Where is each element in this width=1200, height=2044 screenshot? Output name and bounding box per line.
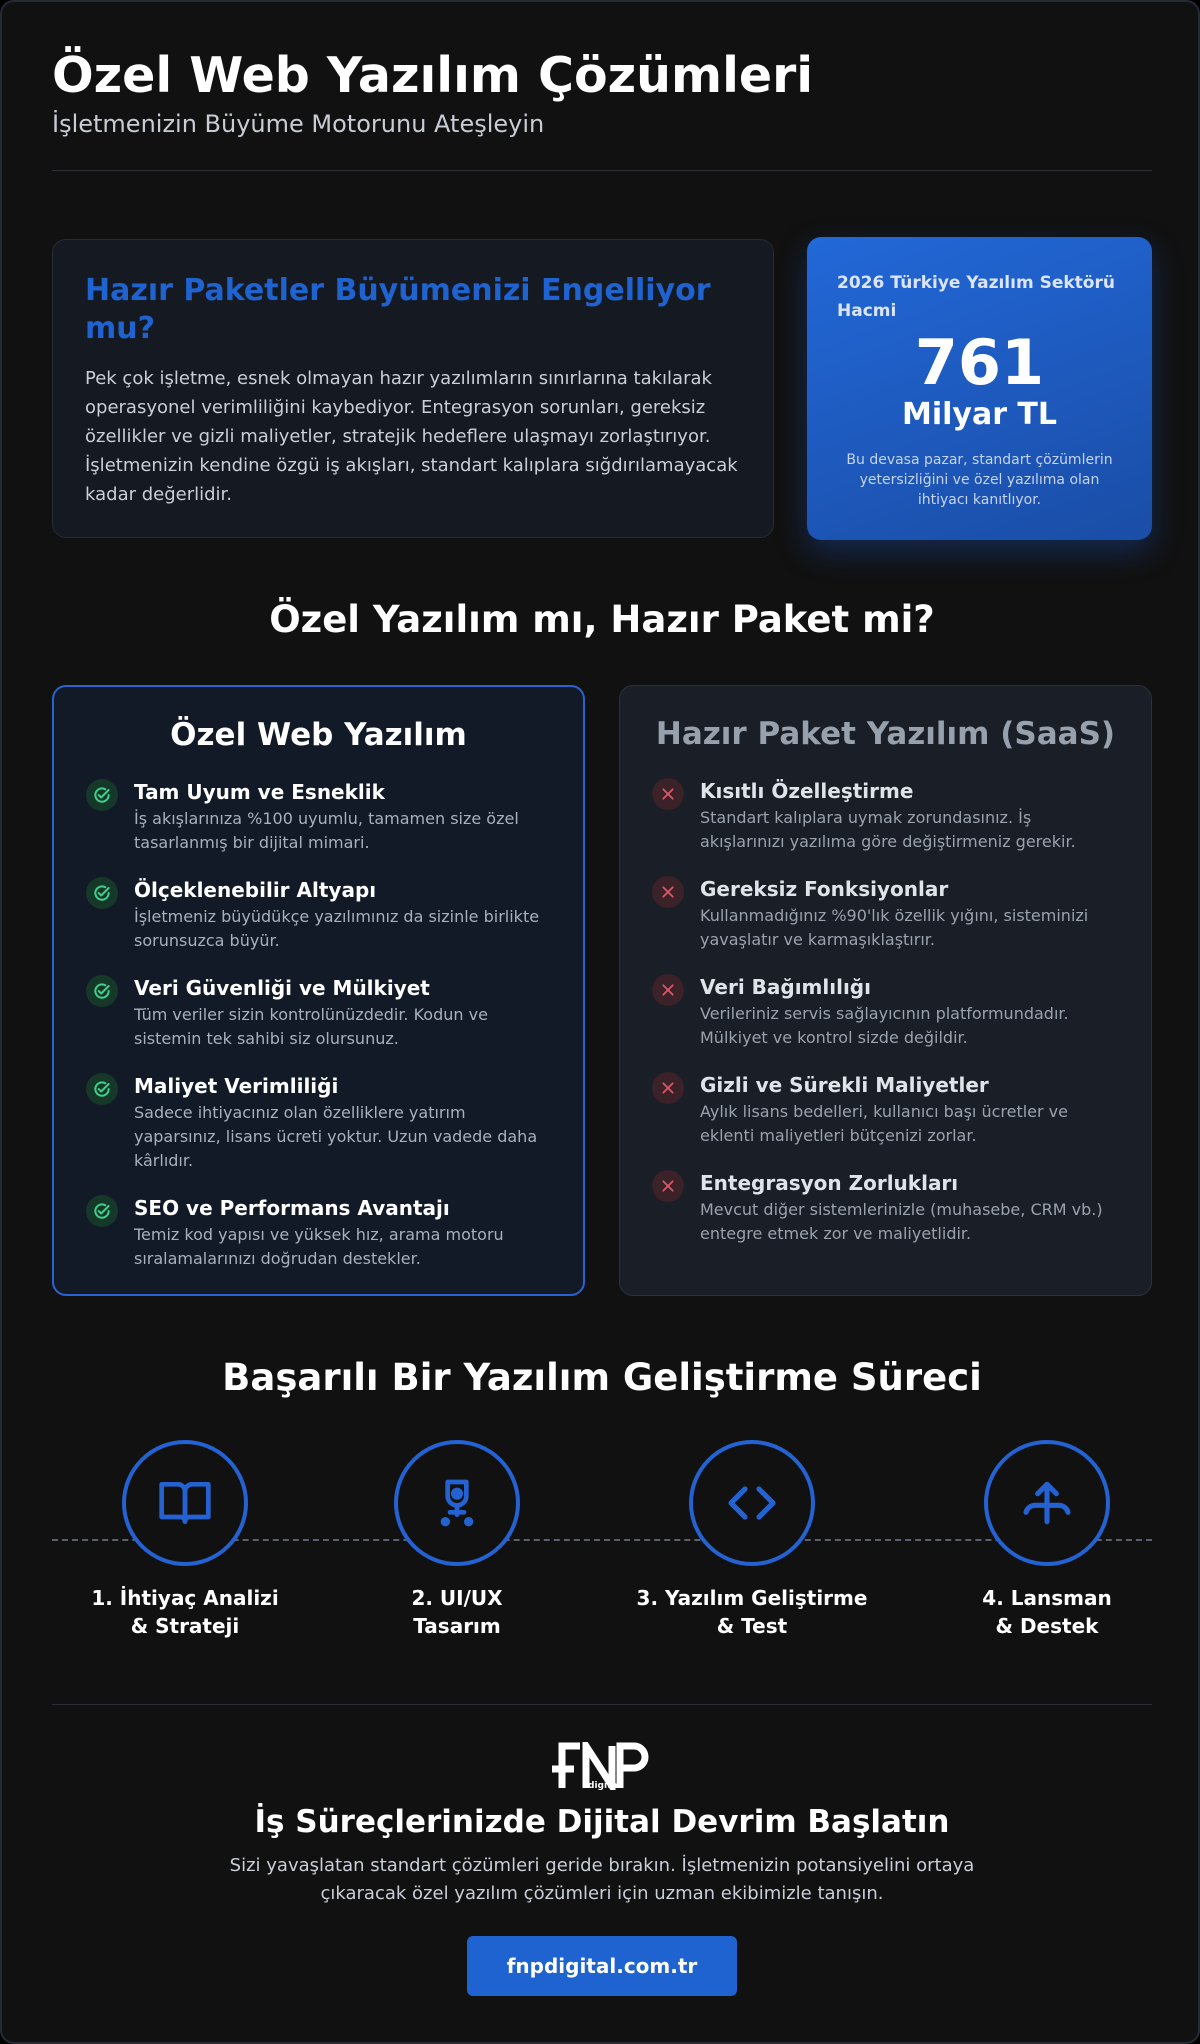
list-item <box>652 974 1119 1050</box>
cta-text: Sizi yavaşlatan standart çözümleri geride bırakın. İşletmenizin potansiyelini ortaya çıkaracak özel yazılım çözümleri için uzman ekibimizle tanışın. <box>229 1855 975 1904</box>
list-item-description: Sadece ihtiyacınız olan özelliklere yatırım yaparsınız, lisans ücreti yoktur. Uzun vadede daha kârlıdır. <box>134 1103 538 1170</box>
list-item-title: Kısıtlı Özelleştirme <box>700 779 914 803</box>
footer-divider <box>52 1704 1152 1705</box>
process-step-development <box>622 1440 882 1640</box>
list-item <box>652 1072 1119 1148</box>
list-item-body <box>700 1170 1119 1246</box>
header <box>52 46 1152 138</box>
list-item <box>86 1195 551 1271</box>
code-icon <box>724 1475 780 1531</box>
logo-wordmark: digital <box>588 1781 621 1790</box>
fnp-logo-mark <box>548 1742 656 1790</box>
list-item-title: Gizli ve Sürekli Maliyetler <box>700 1073 989 1097</box>
x-circle-icon <box>652 974 684 1006</box>
x-circle-icon <box>652 778 684 810</box>
custom-card-title: Özel Web Yazılım <box>170 717 467 753</box>
page-subtitle: İşletmenizin Büyüme Motorunu Ateşleyin <box>52 110 545 138</box>
process-step-analysis <box>55 1440 315 1640</box>
list-item <box>86 779 551 855</box>
launch-icon <box>1019 1475 1075 1531</box>
book-icon <box>157 1475 213 1531</box>
x-circle-icon <box>652 876 684 908</box>
list-item-body <box>134 779 551 855</box>
fnp-logo <box>548 1742 656 1794</box>
list-item-body <box>134 1195 551 1271</box>
intro-card <box>52 239 774 538</box>
design-pin-icon <box>429 1475 485 1531</box>
cta-title: İş Süreçlerinizde Dijital Devrim Başlatın <box>254 1804 950 1840</box>
comparison-title: Özel Yazılım mı, Hazır Paket mi? <box>269 598 935 641</box>
stat-label: 2026 Türkiye Yazılım Sektörü Hacmi <box>837 273 1115 321</box>
list-item <box>86 975 551 1051</box>
list-item-body <box>134 877 551 953</box>
list-item <box>652 778 1119 854</box>
step-label: 2. UI/UX Tasarım <box>411 1586 503 1638</box>
list-item-title: Maliyet Verimliliği <box>134 1074 339 1098</box>
custom-benefits-list <box>86 779 551 1271</box>
list-item <box>86 1073 551 1173</box>
process-step-launch <box>917 1440 1177 1640</box>
check-circle-icon <box>86 877 118 909</box>
list-item-description: Verileriniz servis sağlayıcının platformundadır. Mülkiyet ve kontrol sizde değildir. <box>700 1004 1069 1047</box>
step-label: 4. Lansman & Destek <box>982 1586 1112 1638</box>
page-title: Özel Web Yazılım Çözümleri <box>52 47 814 104</box>
list-item <box>86 877 551 953</box>
list-item <box>652 876 1119 952</box>
check-circle-icon <box>86 975 118 1007</box>
list-item-body <box>134 1073 551 1173</box>
stat-unit: Milyar TL <box>901 397 1058 432</box>
process-step-design <box>327 1440 587 1640</box>
x-circle-icon <box>652 1170 684 1202</box>
list-item-title: Veri Güvenliği ve Mülkiyet <box>134 976 430 1000</box>
list-item-title: Tam Uyum ve Esneklik <box>134 780 385 804</box>
list-item-description: İşletmeniz büyüdükçe yazılımınız da sizinle birlikte sorunsuzca büyür. <box>134 907 540 950</box>
step-circle <box>984 1440 1110 1566</box>
saas-card-title: Hazır Paket Yazılım (SaaS) <box>655 716 1116 752</box>
list-item-description: Tüm veriler sizin kontrolünüzdedir. Kodun ve sistemin tek sahibi siz olursunuz. <box>134 1005 488 1048</box>
list-item-description: Mevcut diğer sistemlerinizle (muhasebe, CRM vb.) entegre etmek zor ve maliyetlidir. <box>700 1200 1103 1243</box>
stat-card <box>807 237 1152 540</box>
saas-drawbacks-list <box>652 778 1119 1246</box>
check-circle-icon <box>86 1195 118 1227</box>
step-label: 1. İhtiyaç Analizi & Strateji <box>91 1586 279 1638</box>
process-title: Başarılı Bir Yazılım Geliştirme Süreci <box>222 1356 982 1399</box>
list-item-body <box>700 974 1119 1050</box>
check-circle-icon <box>86 1073 118 1105</box>
list-item <box>652 1170 1119 1246</box>
list-item-title: Gereksiz Fonksiyonlar <box>700 877 949 901</box>
intro-title: Hazır Paketler Büyümenizi Engelliyor mu? <box>85 273 711 346</box>
stat-note: Bu devasa pazar, standart çözümlerin yetersizliğini ve özel yazılıma olan ihtiyacı kanıtlıyor. <box>846 452 1113 508</box>
check-circle-icon <box>86 779 118 811</box>
stat-number: 761 <box>914 326 1045 399</box>
list-item-description: Standart kalıplara uymak zorundasınız. İş akışlarınızı yazılıma göre değiştirmeniz gerekir. <box>700 808 1076 851</box>
step-label: 3. Yazılım Geliştirme & Test <box>636 1586 868 1638</box>
list-item-description: Aylık lisans bedelleri, kullanıcı başı ücretler ve eklenti maliyetleri bütçenizi zorlar. <box>700 1102 1068 1145</box>
list-item-body <box>134 975 551 1051</box>
custom-software-card <box>52 685 585 1296</box>
step-circle <box>122 1440 248 1566</box>
intro-text: Pek çok işletme, esnek olmayan hazır yazılımların sınırlarına takılarak operasyonel verimliliğini kaybediyor. Entegrasyon sorunları, gereksiz özellikler ve gizli maliyetler, stratejik hedeflere ulaşmayı zorlaştırıyor. İşletmenizin kendine özgü iş akışları, standart kalıplara sığdırılamayacak kadar değerlidir. <box>85 368 738 505</box>
step-circle <box>394 1440 520 1566</box>
website-link-button[interactable]: fnpdigital.com.tr <box>467 1936 737 1996</box>
list-item-title: Veri Bağımlılığı <box>700 975 871 999</box>
step-circle <box>689 1440 815 1566</box>
list-item-description: Temiz kod yapısı ve yüksek hız, arama motoru sıralamalarınızı doğrudan destekler. <box>134 1225 504 1268</box>
list-item-description: Kullanmadığınız %90'lık özellik yığını, sisteminizi yavaşlatır ve karmaşıklaştırır. <box>700 906 1089 949</box>
list-item-body <box>700 1072 1119 1148</box>
list-item-title: Ölçeklenebilir Altyapı <box>134 878 377 902</box>
footer-cta <box>2 1742 1200 1996</box>
list-item-body <box>700 876 1119 952</box>
list-item-title: SEO ve Performans Avantajı <box>134 1196 450 1220</box>
list-item-title: Entegrasyon Zorlukları <box>700 1171 959 1195</box>
x-circle-icon <box>652 1072 684 1104</box>
list-item-body <box>700 778 1119 854</box>
list-item-description: İş akışlarınıza %100 uyumlu, tamamen size özel tasarlanmış bir dijital mimari. <box>134 809 519 852</box>
header-divider <box>52 170 1152 171</box>
saas-card <box>619 685 1152 1296</box>
